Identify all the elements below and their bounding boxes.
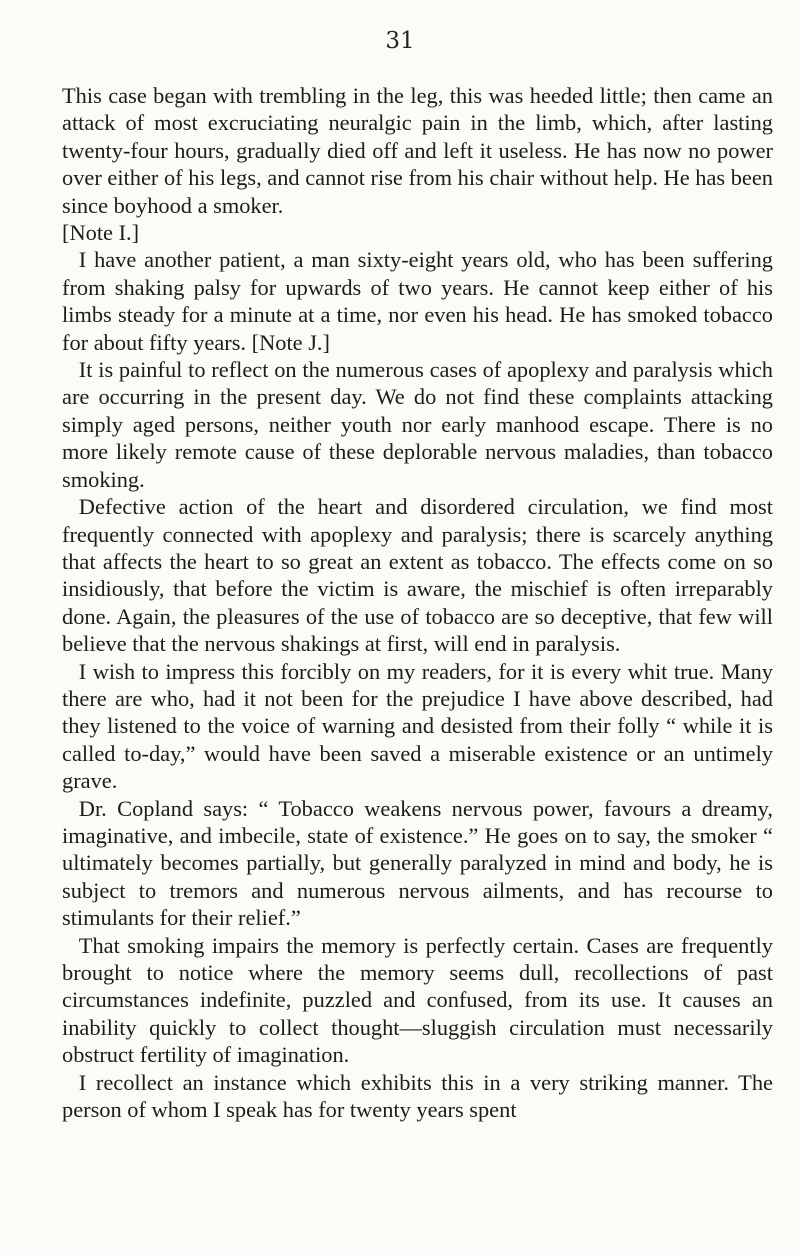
paragraph-6: Dr. Copland says: “ Tobacco weakens nervous power, favours a dreamy, imaginative, and imbecile, state of existence.” He goes on to say, the smoker “ ultimately becomes partially, but generally paralyzed in mind and body, he is subject to tremors and numerous nervous ailments, and has recourse to stimulants for their relief.” bbox=[62, 795, 773, 931]
body-text bbox=[62, 82, 773, 1123]
paragraph-3: It is painful to reflect on the numerous cases of apoplexy and paralysis which are occurring in the present day. We do not find these complaints attacking simply aged persons, neither youth nor early manhood escape. There is no more likely remote cause of these deplorable nervous maladies, than tobacco smoking. bbox=[62, 357, 773, 492]
note-reference-i: [Note I.] bbox=[62, 220, 140, 246]
paragraph-7: That smoking impairs the memory is perfectly certain. Cases are frequently brought to notice where the memory seems dull, recollections of past circumstances indefinite, puzzled and confused, from its use. It causes an inability quickly to collect thought—sluggish circulation must necessarily obstruct fertility of imagination. bbox=[62, 932, 773, 1068]
paragraph-1: This case began with trembling in the leg, this was heeded little; then came an attack of most excruciating neuralgic pain in the limb, which, after lasting twenty-four hours, gradually died off and left it useless. He has now no power over either of his legs, and cannot rise from his chair without help. He has been since boyhood a smoker. bbox=[62, 83, 773, 218]
paragraph-4: Defective action of the heart and disordered circulation, we find most frequently connected with apoplexy and paralysis; there is scarcely anything that affects the heart to so great an extent as tobacco. The effects come on so insidiously, that before the victim is aware, the mischief is often irreparably done. Again, the pleasures of the use of tobacco are so deceptive, that few will believe that the nervous shakings at first, will end in paralysis. bbox=[62, 494, 773, 657]
page-number: 31 bbox=[385, 28, 415, 54]
paragraph-5: I wish to impress this forcibly on my readers, for it is every whit true. Many there are who, had it not been for the prejudice I have above described, had they listened to the voice of warning and desisted from their folly “ while it is called to-day,” would have been saved a miserable existence or an untimely grave. bbox=[62, 658, 773, 794]
paragraph-8: I recollect an instance which exhibits this in a very striking manner. The person of whom I speak has for twenty years spent bbox=[62, 1069, 773, 1123]
paragraph-2: I have another patient, a man sixty-eight years old, who has been suffering from shaking palsy for upwards of two years. He cannot keep either of his limbs steady for a minute at a time, nor even his head. He has smoked tobacco for about fifty years. [Note J.] bbox=[62, 247, 773, 355]
